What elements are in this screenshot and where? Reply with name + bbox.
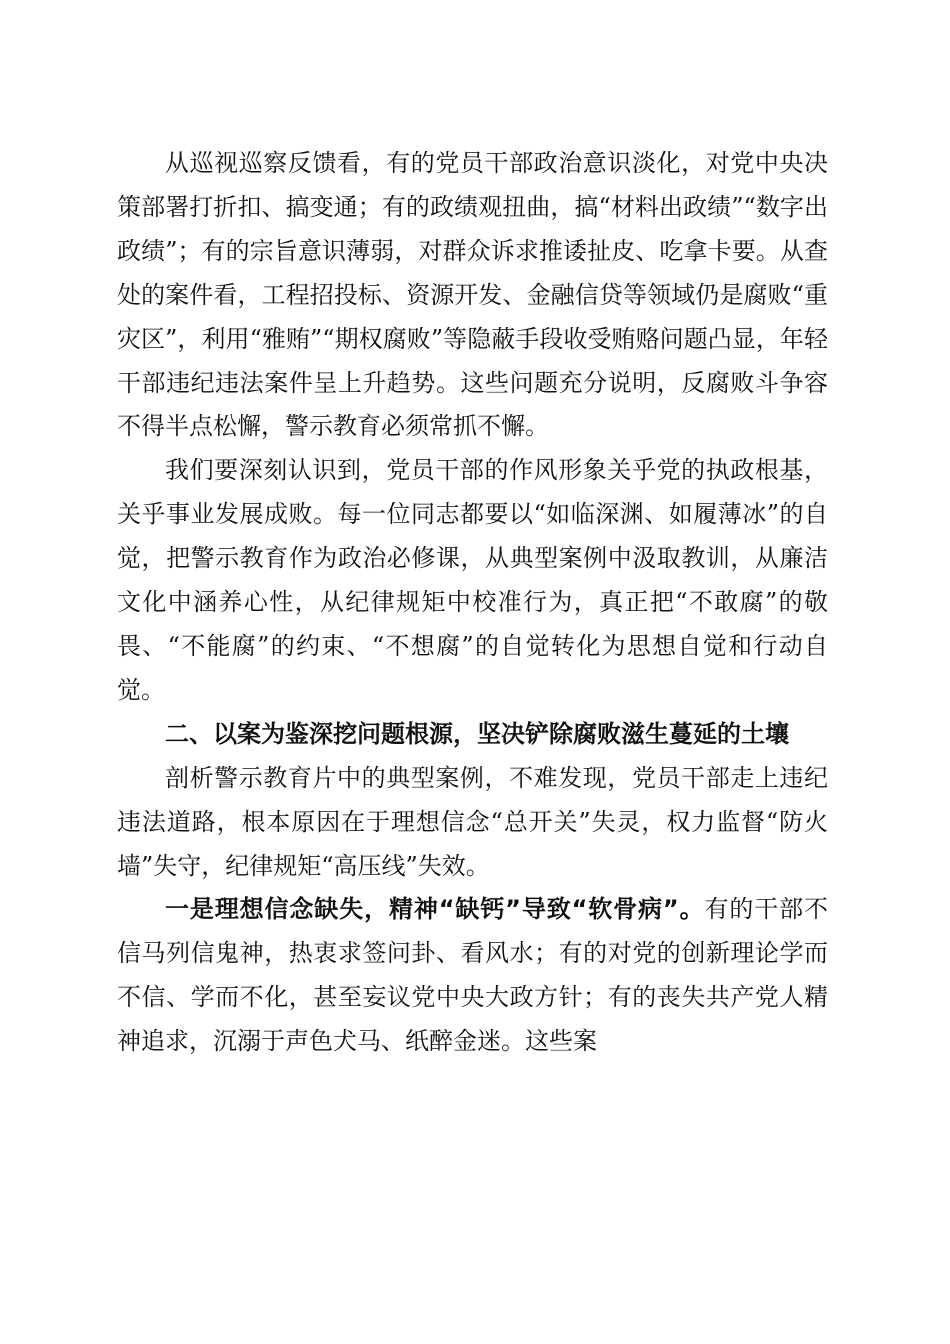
- paragraph-ideals-lacking: [117, 888, 828, 1064]
- section-heading-2: 二、以案为鉴深挖问题根源，坚决铲除腐败滋生蔓延的土壤: [165, 719, 789, 748]
- document-body: [117, 142, 828, 1064]
- paragraph-inspection-feedback: 从巡视巡察反馈看，有的党员干部政治意识淡化，对党中央决策部署打折扣、搞变通；有的政绩观扭曲，搞“材料出政绩”“数字出政绩”；有的宗旨意识薄弱，对群众诉求推诿扯皮、吃拿卡要。从查处的案件看，工程招投标、资源开发、金融信贷等领域仍是腐败“重灾区”，利用“雅贿”“期权腐败”等隐蔽手段收受贿赂问题凸显，年轻干部违纪违法案件呈上升趋势。这些问题充分说明，反腐败斗争容不得半点松懈，警示教育必须常抓不懈。: [117, 149, 828, 441]
- paragraph-lead-sentence: 一是理想信念缺失，精神“缺钙”导致“软骨病”。: [165, 895, 705, 924]
- paragraph-body-text: 有的干部不信马列信鬼神，热衷求签问卦、看风水；有的对党的创新理论学而不信、学而不化，甚至妄议党中央大政方针；有的丧失共产党人精神追求，沉溺于声色犬马、纸醉金迷。这些案: [117, 895, 829, 1056]
- paragraph-deep-awareness: 我们要深刻认识到，党员干部的作风形象关乎党的执政根基，关乎事业发展成败。每一位同志都要以“如临深渊、如履薄冰”的自觉，把警示教育作为政治必修课，从典型案例中汲取教训，从廉洁文化中涵养心性，从纪律规矩中校准行为，真正把“不敢腐”的敬畏、“不能腐”的约束、“不想腐”的自觉转化为思想自觉和行动自觉。: [117, 456, 828, 704]
- paragraph-case-analysis: 剖析警示教育片中的典型案例，不难发现，党员干部走上违纪违法道路，根本原因在于理想信念“总开关”失灵，权力监督“防火墙”失守，纪律规矩“高压线”失效。: [117, 763, 828, 880]
